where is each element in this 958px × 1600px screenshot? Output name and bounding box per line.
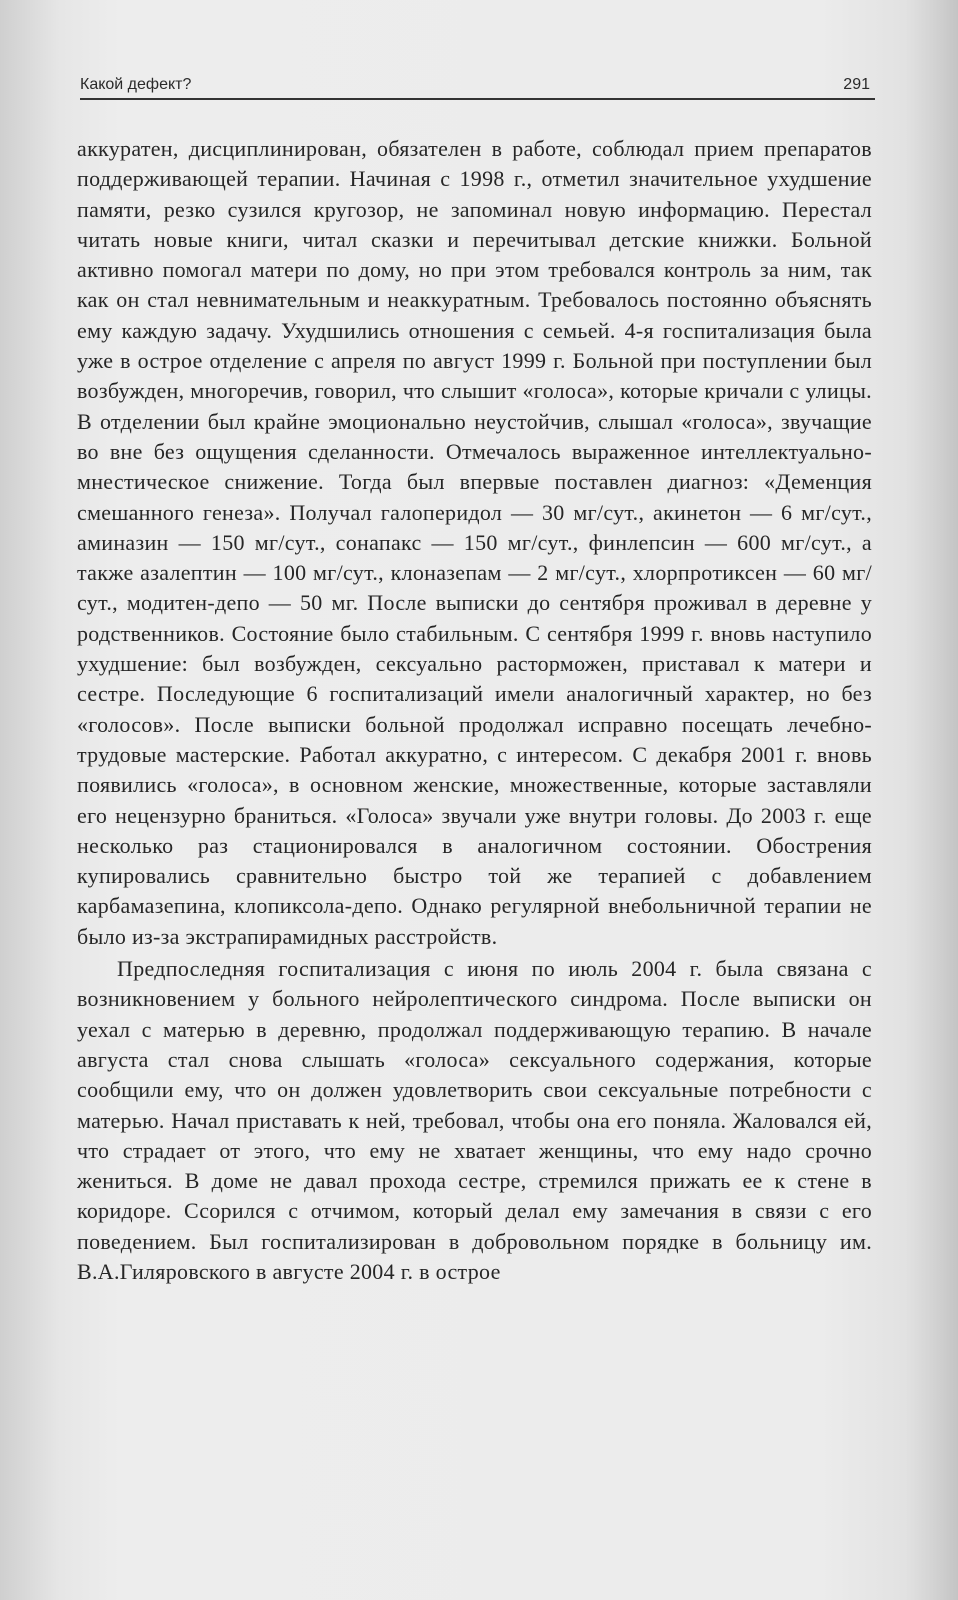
paragraph: Предпоследняя госпитализация с июня по июль 2004 г. была связана с возникновением у больного нейролептического синдрома. После выписки он уехал с матерью в деревню, продолжал поддерживающую терапию. В начале августа стал снова слышать «голоса» сексуального содержания, которые сообщили ему, что он должен удовлетворить свои сексуальные потребности с матерью. Начал приставать к ней, требовал, чтобы она его поняла. Жаловался ей, что страдает от этого, что ему не хватает женщины, что ему надо срочно жениться. В доме не давал прохода сестре, стремился прижать ее к стене в коридоре. Ссорился с отчимом, который делал ему замечания в связи с его поведением. Был госпитализирован в добровольном порядке в больницу им. В.А.Гиляровского в августе 2004 г. в острое (77, 956, 872, 1284)
page-number: 291 (843, 76, 870, 93)
chapter-title: Какой дефект? (80, 76, 192, 93)
body-text (77, 134, 872, 1287)
header-rule (80, 98, 875, 100)
running-header (80, 74, 870, 98)
paragraph-continuation: аккуратен, дисциплинирован, обязателен в работе, соблюдал прием препаратов поддерживающей терапии. Начиная с 1998 г., отметил значительное ухудшение памяти, резко сузился кругозор, не запоминал новую информацию. Перестал читать новые книги, читал сказки и перечитывал детские книжки. Больной активно помогал матери по дому, но при этом требовался контроль за ним, так как он стал невнимательным и неаккуратным. Требовалось постоянно объяснять ему каждую задачу. Ухудшились отношения с семьей. 4-я госпитализация была уже в острое отделение с апреля по август 1999 г. Больной при поступлении был возбужден, многоречив, говорил, что слышит «голоса», которые кричали с улицы. В отделении был крайне эмоционально неустойчив, слышал «голоса», звучащие во вне без ощущения сделанности. Отмечалось выраженное интеллектуально-мнестическое снижение. Тогда был впервые поставлен диагноз: «Деменция смешанного генеза». Получал галоперидол — 30 мг/сут., акинетон — 6 мг/сут., аминазин — 150 мг/сут., сонапакс — 150 мг/сут., финлепсин — 600 мг/сут., а также азалептин — 100 мг/сут., клоназепам — 2 мг/сут., хлорпротиксен — 60 мг/сут., модитен-депо — 50 мг. После выписки до сентября проживал в деревне у родственников. Состояние было стабильным. С сентября 1999 г. вновь наступило ухудшение: был возбужден, сексуально расторможен, приставал к матери и сестре. Последующие 6 госпитализаций имели аналогичный характер, но без «голосов». После выписки больной продолжал исправно посещать лечебно-трудовые мастерские. Работал аккуратно, с интересом. С декабря 2001 г. вновь появились «голоса», в основном женские, множественные, которые заставляли его нецензурно браниться. «Голоса» звучали уже внутри головы. До 2003 г. еще несколько раз стационировался в аналогичном состоянии. Обострения купировались сравнительно быстро той же терапией с добавлением карбамазепина, клопиксола-депо. Однако регулярной внебольничной терапии не было из-за экстрапирамидных расстройств. (77, 136, 872, 949)
